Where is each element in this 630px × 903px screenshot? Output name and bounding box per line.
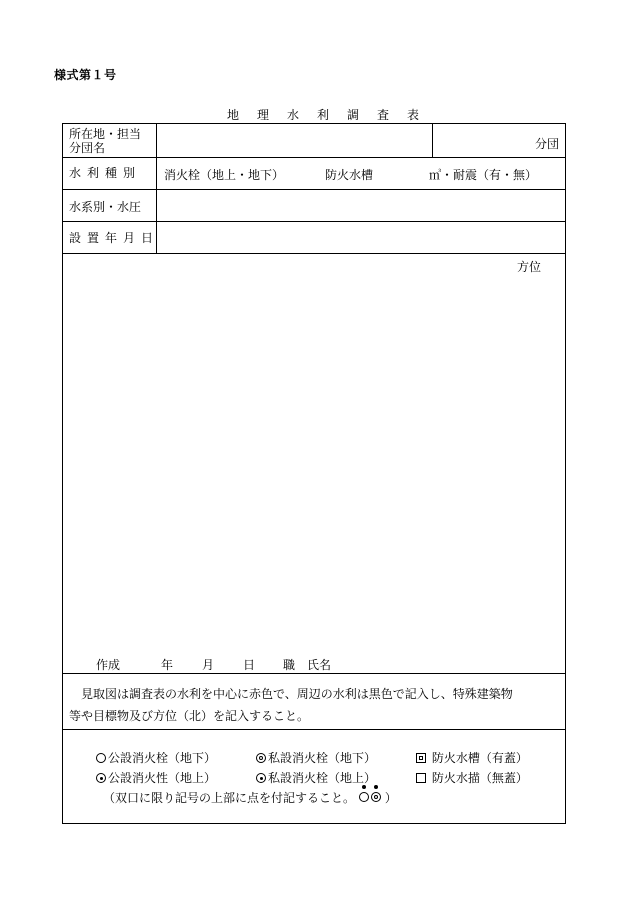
location-label-line1: 所在地・担当	[69, 127, 142, 141]
hydrant-type: 消火栓（地上・地下）	[164, 168, 285, 182]
month-label: 月	[202, 658, 215, 672]
survey-form	[62, 123, 566, 824]
row-divider	[63, 157, 565, 158]
open-circle-icon	[96, 753, 106, 763]
legend-tank-covered: 防火水槽（有蓋）	[416, 749, 528, 766]
legend-private-above: 私設消火栓（地上）	[256, 769, 376, 786]
legend-private-underground: 私設消火栓（地下）	[256, 749, 376, 766]
year-label: 年	[161, 658, 174, 672]
twin-outlet-symbols-icon	[359, 791, 385, 803]
location-label-line2: 分団名	[69, 141, 106, 155]
form-number-label: 様式第１号	[54, 68, 117, 82]
instruction-line2: 等や目標物及び方位（北）を記入すること。	[69, 709, 310, 723]
installed-date-label: 設置年月日	[69, 231, 160, 245]
row-divider	[63, 189, 565, 190]
legend-public-above: 公設消火性（地上）	[96, 769, 216, 786]
tank-type: 防火水槽	[325, 168, 374, 182]
row-divider	[63, 253, 565, 254]
row-divider	[63, 221, 565, 222]
day-label: 日	[243, 658, 256, 672]
legend-note: （双口に限り記号の上部に点を付記すること。 ）	[103, 789, 397, 806]
instruction-line1: 見取図は調査表の水利を中心に赤色で、周辺の水利は黒色で記入し、特殊建築物	[81, 687, 513, 701]
square-icon	[416, 773, 426, 783]
volume-quake-resistance: ㎥・耐震（有・無）	[429, 168, 538, 182]
water-pressure-label: 水系別・水圧	[69, 200, 142, 214]
row-divider	[63, 729, 565, 730]
location-label	[69, 127, 141, 155]
dotted-circle-icon	[256, 773, 266, 783]
created-label: 作成	[96, 658, 121, 672]
legend-tank-uncovered: 防火水描（無蓋）	[416, 769, 528, 786]
branch-suffix: 分団	[534, 137, 559, 151]
position-name-label: 職 氏名	[283, 658, 332, 672]
branch-divider	[432, 124, 433, 157]
water-type-label: 水利種別	[69, 166, 142, 180]
legend-public-underground: 公設消火栓（地下）	[96, 749, 216, 766]
row-divider	[63, 673, 565, 674]
double-circle-icon	[256, 753, 266, 763]
document-title: 地理水利調査表	[226, 108, 437, 122]
direction-label: 方位	[517, 260, 542, 274]
dotted-circle-icon	[96, 773, 106, 783]
nested-square-icon	[416, 753, 426, 763]
